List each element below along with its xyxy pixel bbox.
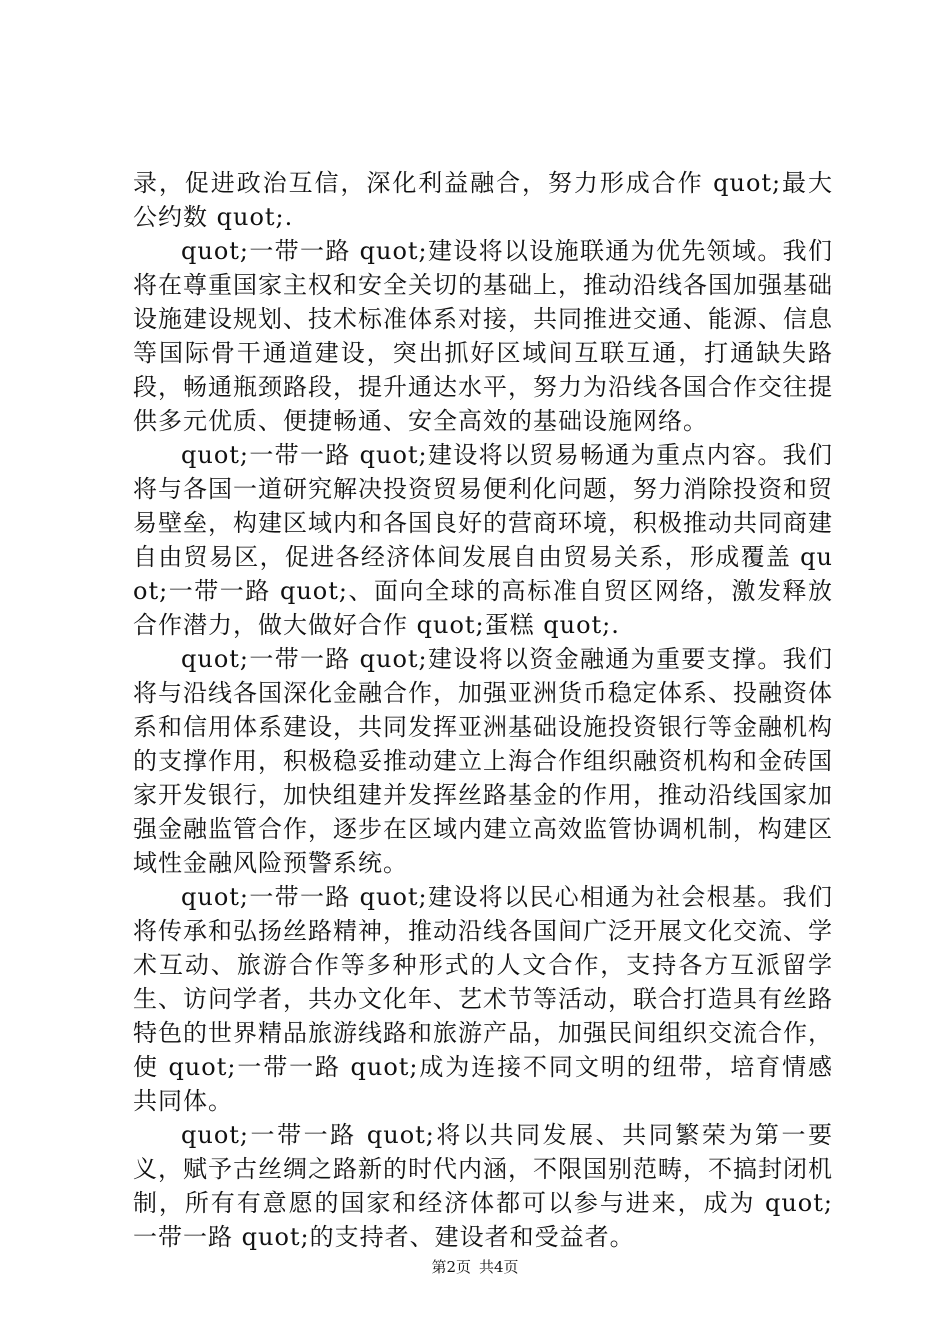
paragraph-continuation: 录，促进政治互信，深化利益融合，努力形成合作 quot;最大公约数 quot;.	[133, 169, 833, 231]
paragraph-people: quot;一带一路 quot;建设将以民心相通为社会根基。我们将传承和弘扬丝路精神，推动沿线各国间广泛开展文化交流、学术互动、旅游合作等多种形式的人文合作，支持各方互派留学生、访问学者，共办文化年、艺术节等活动，联合打造具有丝路特色的世界精品旅游线路和旅游产品，加强民间组织交流合作，使 quot;一带一路 quot;成为连接不同文明的纽带，培育情感共同体。	[133, 883, 833, 1115]
document-body	[133, 166, 833, 1254]
paragraph-trade: quot;一带一路 quot;建设将以贸易畅通为重点内容。我们将与各国一道研究解决投资贸易便利化问题，努力消除投资和贸易壁垒，构建区域内和各国良好的营商环境，积极推动共同商建自由贸易区，促进各经济体间发展自由贸易关系，形成覆盖 quot;一带一路 quot;、面向全球的高标准自贸区网络，激发释放合作潜力，做大做好合作 quot;蛋糕 quot;.	[133, 441, 833, 639]
page-footer	[0, 1257, 950, 1277]
page-number: 第2页	[431, 1258, 471, 1276]
paragraph-infrastructure: quot;一带一路 quot;建设将以设施联通为优先领域。我们将在尊重国家主权和安全关切的基础上，推动沿线各国加强基础设施建设规划、技术标准体系对接，共同推进交通、能源、信息等国际骨干通道建设，突出抓好区域间互联互通，打通缺失路段，畅通瓶颈路段，提升通达水平，努力为沿线各国合作交往提供多元优质、便捷畅通、安全高效的基础设施网络。	[133, 237, 833, 435]
paragraph-finance: quot;一带一路 quot;建设将以资金融通为重要支撑。我们将与沿线各国深化金融合作，加强亚洲货币稳定体系、投融资体系和信用体系建设，共同发挥亚洲基础设施投资银行等金融机构的支撑作用，积极稳妥推动建立上海合作组织融资机构和金砖国家开发银行，加快组建并发挥丝路基金的作用，推动沿线国家加强金融监管合作，逐步在区域内建立高效监管协调机制，构建区域性金融风险预警系统。	[133, 645, 833, 877]
page-total: 共4页	[479, 1258, 519, 1276]
paragraph-development: quot;一带一路 quot;将以共同发展、共同繁荣为第一要义，赋予古丝绸之路新的时代内涵，不限国别范畴，不搞封闭机制，所有有意愿的国家和经济体都可以参与进来，成为 quot;一带一路 quot;的支持者、建设者和受益者。	[133, 1121, 833, 1251]
